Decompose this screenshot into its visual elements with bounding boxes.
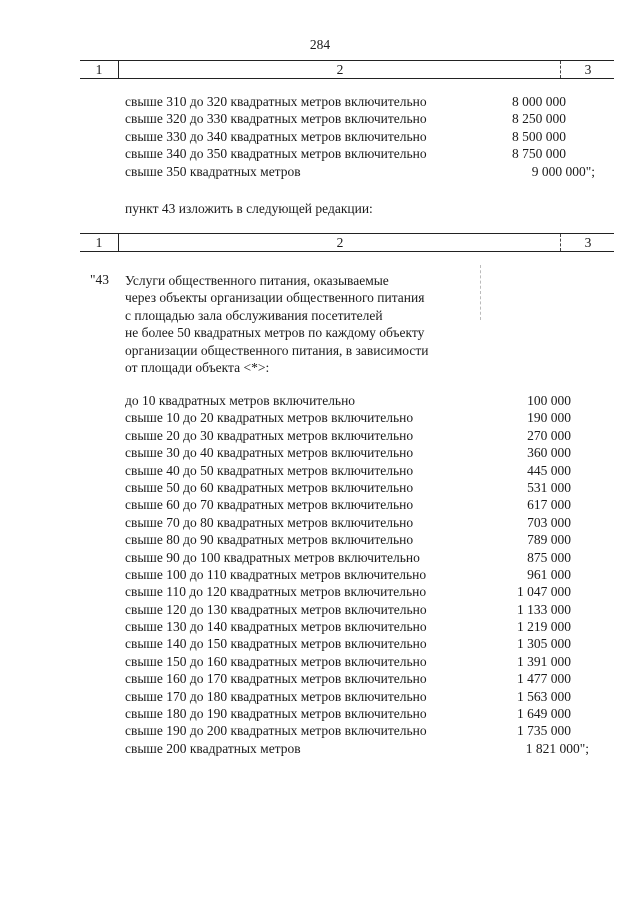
description-line: с площадью зала обслуживания посетителей bbox=[125, 307, 383, 323]
row-value: 1 391 000 bbox=[517, 653, 571, 669]
row-label: свыше 310 до 320 квадратных метров включительно bbox=[125, 94, 427, 109]
row-label: свыше 160 до 170 квадратных метров включительно bbox=[125, 671, 427, 687]
rate-row bbox=[125, 462, 595, 479]
row-value: 190 000 bbox=[527, 410, 571, 426]
table-header-top bbox=[80, 60, 614, 79]
row-label: свыше 350 квадратных метров bbox=[125, 163, 301, 179]
row-value: 1 563 000 bbox=[517, 688, 571, 704]
rate-row bbox=[125, 601, 595, 618]
rate-row bbox=[125, 722, 595, 739]
rate-row bbox=[125, 583, 595, 600]
column-3-header: 3 bbox=[560, 234, 615, 251]
row-label: свыше 90 до 100 квадратных метров включительно bbox=[125, 549, 420, 565]
rate-row bbox=[125, 145, 595, 162]
row-value: 531 000 bbox=[527, 479, 571, 495]
row-label: свыше 60 до 70 квадратных метров включительно bbox=[125, 497, 414, 513]
row-label: свыше 130 до 140 квадратных метров включительно bbox=[125, 619, 427, 635]
row-value: 8 250 000 bbox=[512, 111, 566, 127]
row-value: 1 477 000 bbox=[517, 671, 571, 687]
rate-row bbox=[125, 670, 595, 687]
row-label: свыше 200 квадратных метров bbox=[125, 740, 301, 756]
row-value: 961 000 bbox=[527, 566, 571, 582]
row-value: 1 735 000 bbox=[517, 723, 571, 739]
row-value: 8 500 000 bbox=[512, 128, 566, 144]
row-value: 8 750 000 bbox=[512, 146, 566, 162]
row-value: 875 000 bbox=[527, 549, 571, 565]
rate-row bbox=[125, 514, 595, 531]
rate-row bbox=[125, 566, 595, 583]
rate-row bbox=[125, 479, 595, 496]
rate-row bbox=[125, 444, 595, 461]
rate-row bbox=[125, 496, 595, 513]
description-line: организации общественного питания, в зависимости bbox=[125, 342, 429, 358]
row-label: свыше 190 до 200 квадратных метров включительно bbox=[125, 723, 427, 739]
row-value: 1 133 000 bbox=[517, 601, 571, 617]
item-description bbox=[125, 272, 505, 376]
rate-row bbox=[125, 409, 595, 426]
row-label: свыше 150 до 160 квадратных метров включительно bbox=[125, 653, 427, 669]
row-label: свыше 30 до 40 квадратных метров включительно bbox=[125, 445, 414, 461]
row-label: свыше 140 до 150 квадратных метров включительно bbox=[125, 636, 427, 652]
rate-row bbox=[125, 618, 595, 635]
row-label: свыше 20 до 30 квадратных метров включительно bbox=[125, 427, 414, 443]
item-number: "43 bbox=[90, 272, 110, 287]
column-1-header: 1 bbox=[95, 62, 103, 77]
rate-row bbox=[125, 549, 595, 566]
column-2-header: 2 bbox=[118, 234, 561, 251]
rate-row bbox=[125, 705, 595, 722]
row-label: свыше 70 до 80 квадратных метров включительно bbox=[125, 514, 414, 530]
row-value: 703 000 bbox=[527, 514, 571, 530]
rate-row bbox=[125, 163, 595, 180]
rate-row bbox=[125, 635, 595, 652]
row-label: свыше 120 до 130 квадратных метров включительно bbox=[125, 601, 427, 617]
row-label: свыше 170 до 180 квадратных метров включительно bbox=[125, 688, 427, 704]
description-line: через объекты организации общественного питания bbox=[125, 290, 425, 306]
row-value: 445 000 bbox=[527, 462, 571, 478]
row-value: 360 000 bbox=[527, 445, 571, 461]
table-header-bottom bbox=[80, 233, 614, 252]
rate-row bbox=[125, 93, 595, 110]
row-value: 100 000 bbox=[527, 393, 571, 408]
row-label: свыше 50 до 60 квадратных метров включительно bbox=[125, 479, 414, 495]
row-value: 1 219 000 bbox=[517, 619, 571, 635]
row-value: 1 649 000 bbox=[517, 706, 571, 722]
row-label: свыше 100 до 110 квадратных метров включительно bbox=[125, 566, 427, 582]
top-rate-list bbox=[125, 93, 595, 180]
rate-row bbox=[125, 392, 595, 409]
amendment-paragraph: пункт 43 изложить в следующей редакции: bbox=[125, 201, 373, 216]
rate-row bbox=[125, 688, 595, 705]
row-label: свыше 80 до 90 квадратных метров включительно bbox=[125, 532, 414, 548]
row-label: свыше 340 до 350 квадратных метров включительно bbox=[125, 146, 427, 162]
row-label: свыше 10 до 20 квадратных метров включительно bbox=[125, 410, 414, 426]
row-value: 1 305 000 bbox=[517, 636, 571, 652]
row-value: 789 000 bbox=[527, 532, 571, 548]
row-label: свыше 180 до 190 квадратных метров включительно bbox=[125, 706, 427, 722]
description-line: от площади объекта <*>: bbox=[125, 360, 270, 376]
column-2-header: 2 bbox=[118, 61, 561, 78]
row-label: свыше 320 до 330 квадратных метров включительно bbox=[125, 111, 427, 127]
row-label: свыше 330 до 340 квадратных метров включительно bbox=[125, 128, 427, 144]
rate-row bbox=[125, 653, 595, 670]
row-value: 617 000 bbox=[527, 497, 571, 513]
rate-row bbox=[125, 531, 595, 548]
description-line: не более 50 квадратных метров по каждому объекту bbox=[125, 325, 425, 341]
bottom-rate-list bbox=[125, 392, 595, 757]
column-3-header: 3 bbox=[560, 61, 615, 78]
rate-row bbox=[125, 128, 595, 145]
rate-row bbox=[125, 110, 595, 127]
row-label: до 10 квадратных метров включительно bbox=[125, 393, 356, 408]
description-line: Услуги общественного питания, оказываемые bbox=[125, 273, 389, 288]
row-value: 270 000 bbox=[527, 427, 571, 443]
row-value: 8 000 000 bbox=[512, 94, 566, 109]
rate-row bbox=[125, 427, 595, 444]
column-1-header: 1 bbox=[95, 235, 103, 250]
row-value: 9 000 000"; bbox=[531, 163, 595, 179]
row-value: 1 047 000 bbox=[517, 584, 571, 600]
rate-row bbox=[125, 740, 595, 757]
row-label: свыше 40 до 50 квадратных метров включительно bbox=[125, 462, 414, 478]
row-label: свыше 110 до 120 квадратных метров включительно bbox=[125, 584, 427, 600]
page-number: 284 bbox=[309, 37, 331, 52]
row-value: 1 821 000"; bbox=[525, 740, 589, 756]
